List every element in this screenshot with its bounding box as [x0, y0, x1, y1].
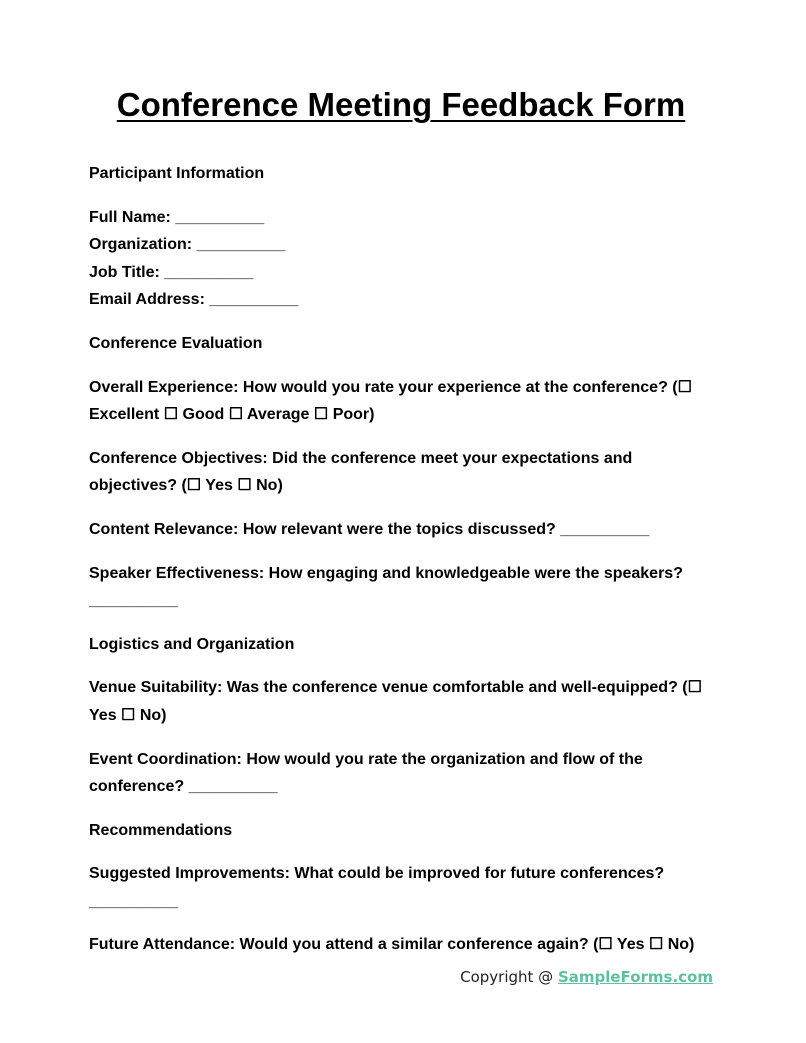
question-venue-suitability: Venue Suitability: Was the conference venue comfortable and well-equipped? (☐ Yes ☐ No) — [89, 679, 702, 724]
question-content-relevance: Content Relevance: How relevant were the topics discussed? __________ — [89, 520, 650, 538]
question-suggested-improvements: Suggested Improvements: What could be improved for future conferences? __________ — [89, 865, 665, 910]
section-heading-logistics: Logistics and Organization — [89, 635, 295, 653]
question-event-coordination: Event Coordination: How would you rate the organization and flow of the conference? __________ — [89, 750, 643, 796]
question-overall-experience: Overall Experience: How would you rate your experience at the conference? (☐ Excellent ☐ Good ☐ Average ☐ Poor) — [89, 378, 692, 424]
copyright-prefix: Copyright @ — [460, 968, 558, 986]
job-title-field: Job Title: __________ — [89, 263, 254, 281]
question-future-attendance: Future Attendance: Would you attend a similar conference again? (☐ Yes ☐ No) — [89, 936, 695, 954]
email-address-field: Email Address: __________ — [89, 291, 299, 309]
participant-fields — [89, 204, 719, 314]
section-heading-participant: Participant Information — [89, 165, 265, 182]
question-conference-objectives: Conference Objectives: Did the conference meet your expectations and objectives? (☐ Yes ☐ No) — [89, 449, 633, 495]
section-heading-recommendations: Recommendations — [89, 821, 233, 839]
page-title: Conference Meeting Feedback Form — [116, 86, 686, 123]
form-body — [89, 160, 719, 975]
organization-field: Organization: __________ — [89, 236, 286, 254]
full-name-field: Full Name: __________ — [89, 208, 265, 226]
copyright-footer — [460, 968, 713, 986]
brand-link[interactable]: SampleForms.com — [557, 968, 713, 986]
section-heading-evaluation: Conference Evaluation — [89, 334, 263, 352]
question-speaker-effectiveness: Speaker Effectiveness: How engaging and knowledgeable were the speakers? __________ — [89, 564, 683, 610]
